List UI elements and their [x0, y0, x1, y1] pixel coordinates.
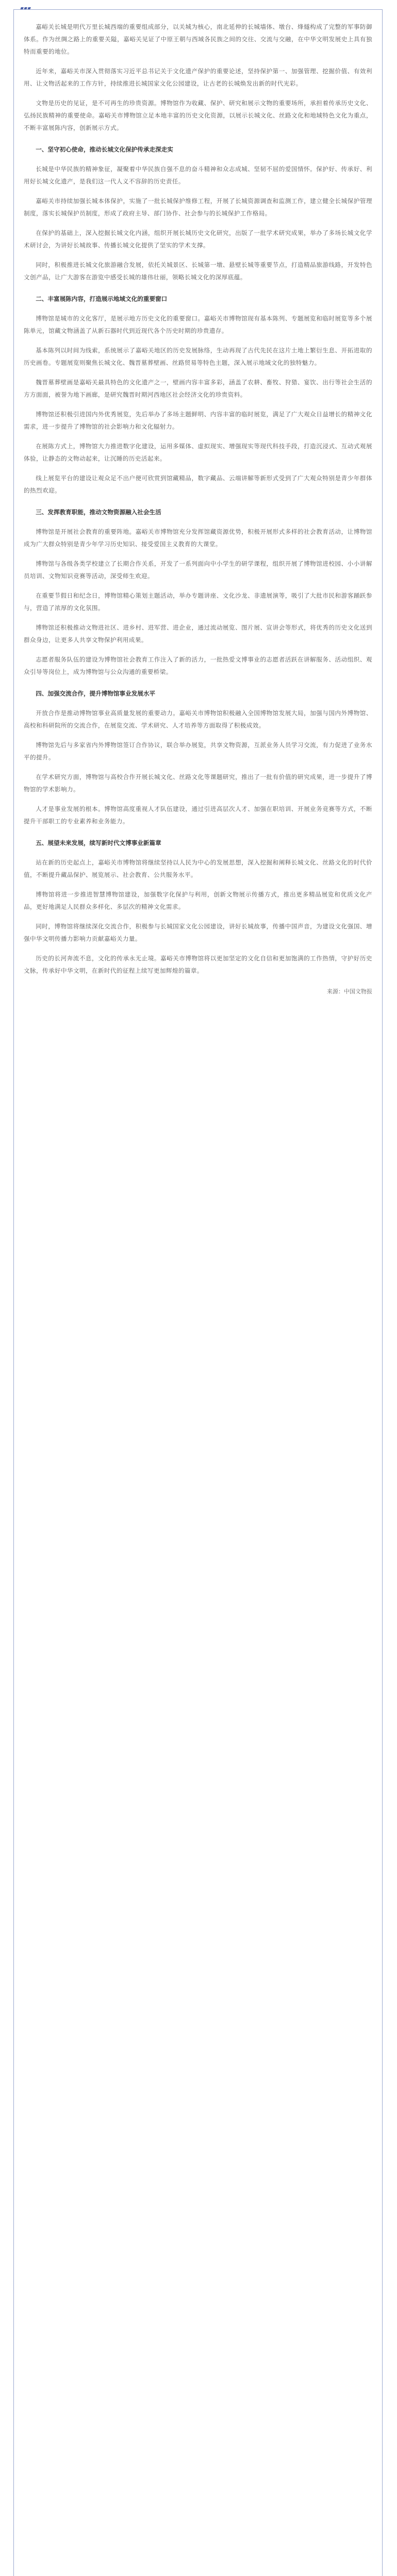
body-paragraph: 博物馆先后与多家省内外博物馆签订合作协议，联合举办展览，共享文物资源，互派业务人员学习交流，有力促进了业务水平的提升。 — [24, 741, 372, 761]
intro-paragraph: 近年来，嘉峪关市深入贯彻落实习近平总书记关于文化遗产保护的重要论述，坚持保护第一、加强管理、挖掘价值、有效利用、让文物活起来的工作方针，持续推进长城国家文化公园建设，让古老的长城焕发出新的时代光彩。 — [24, 67, 372, 87]
section-heading: 五、展望未来发展，续写新时代文博事业新篇章 — [36, 839, 161, 846]
section-heading: 一、坚守初心使命，推动长城文化保护传承走深走实 — [36, 146, 173, 153]
body-paragraph: 长城是中华民族的精神象征，凝聚着中华民族自强不息的奋斗精神和众志成城、坚韧不屈的爱国情怀。保护好、传承好、利用好长城文化遗产，是我们这一代人义不容辞的历史责任。 — [24, 165, 372, 185]
header-decoration-icon — [21, 2, 33, 6]
body-paragraph: 博物馆是开展社会教育的重要阵地。嘉峪关市博物馆充分发挥馆藏资源优势，积极开展形式多样的社会教育活动，让博物馆成为广大群众特别是青少年学习历史知识、接受爱国主义教育的大课堂。 — [24, 528, 372, 548]
body-paragraph: 站在新的历史起点上，嘉峪关市博物馆将继续坚持以人民为中心的发展思想，深入挖掘和阐释长城文化、丝路文化的时代价值，不断提升藏品保护、展览展示、社会教育、公共服务水平。 — [24, 859, 372, 878]
body-paragraph: 基本陈列以时间为线索，系统展示了嘉峪关地区的历史发展脉络，生动再现了古代先民在这片土地上繁衍生息、开拓进取的历史画卷。专题展览则聚焦长城文化、魏晋墓葬壁画、丝路贸易等特色主题，深入展示地域文化的独特魅力。 — [24, 347, 372, 366]
intro-paragraph: 文物是历史的见证，是不可再生的珍贵资源。博物馆作为收藏、保护、研究和展示文物的重要场所，承担着传承历史文化、弘扬民族精神的重要使命。嘉峪关市博物馆立足本地丰富的历史文化资源，以展示长城文化、丝路文化和地域特色文化为重点，不断丰富展陈内容，创新展示方式。 — [24, 99, 372, 131]
section-heading: 四、加强交流合作，提升博物馆事业发展水平 — [36, 690, 156, 697]
body-paragraph: 在展陈方式上，博物馆大力推进数字化建设，运用多媒体、虚拟现实、增强现实等现代科技手段，打造沉浸式、互动式观展体验，让静态的文物动起来，让沉睡的历史活起来。 — [24, 443, 372, 462]
body-paragraph: 在重要节假日和纪念日，博物馆精心策划主题活动，举办专题讲座、文化沙龙、非遗展演等，吸引了大批市民和游客踊跃参与，营造了浓厚的文化氛围。 — [24, 592, 372, 612]
article-content — [24, 21, 372, 1001]
body-paragraph: 博物馆与各级各类学校建立了长期合作关系，开发了一系列面向中小学生的研学课程，组织开展了博物馆进校园、小小讲解员培训、文物知识竞赛等活动，深受师生欢迎。 — [24, 560, 372, 580]
body-paragraph: 博物馆将进一步推进智慧博物馆建设，加强数字化保护与利用，创新文物展示传播方式，推出更多精品展览和优质文化产品，更好地满足人民群众多样化、多层次的精神文化需求。 — [24, 891, 372, 910]
body-paragraph: 博物馆还积极推动文物进社区、进乡村、进军营、进企业，通过流动展览、图片展、宣讲会等形式，将优秀的历史文化送到群众身边，让更多人共享文物保护利用成果。 — [24, 624, 372, 643]
body-paragraph: 人才是事业发展的根本。博物馆高度重视人才队伍建设，通过引进高层次人才、加强在职培训、开展业务竞赛等方式，不断提升干部职工的专业素养和业务能力。 — [24, 805, 372, 825]
intro-paragraph: 嘉峪关长城是明代万里长城西端的重要组成部分，以关城为核心，南北延伸的长城墙体、墩台、烽燧构成了完整的军事防御体系。作为丝绸之路上的重要关隘，嘉峪关见证了中原王朝与西域各民族之间的交往、交流与交融，在中华文明发展史上具有独特而重要的地位。 — [24, 23, 372, 55]
article-credit: 来源：中国文物报 — [327, 988, 372, 995]
body-paragraph: 同时，博物馆将继续深化交流合作，积极参与长城国家文化公园建设，讲好长城故事，传播中国声音，为建设文化强国、增强中华文明传播力影响力贡献嘉峪关力量。 — [24, 923, 372, 942]
body-paragraph: 嘉峪关市持续加强长城本体保护，实施了一批长城保护维修工程，开展了长城资源调查和监测工作，建立健全长城保护管理制度，落实长城保护员制度，形成了政府主导、部门协作、社会参与的长城保护工作格局。 — [24, 197, 372, 217]
body-paragraph: 同时，积极推进长城文化旅游融合发展，依托关城景区、长城第一墩、悬壁长城等重要节点，打造精品旅游线路，开发特色文创产品，让广大游客在游览中感受长城的雄伟壮丽，领略长城文化的深厚底蕴。 — [24, 261, 372, 281]
body-paragraph: 在保护的基础上，深入挖掘长城文化内涵，组织开展长城历史文化研究，出版了一批学术研究成果，举办了多场长城文化学术研讨会，为讲好长城故事、传播长城文化提供了坚实的学术支撑。 — [24, 229, 372, 249]
body-paragraph: 在学术研究方面，博物馆与高校合作开展长城文化、丝路文化等课题研究，推出了一批有价值的研究成果，进一步提升了博物馆的学术影响力。 — [24, 773, 372, 793]
section-heading: 三、发挥教育职能，推动文物资源融入社会生活 — [36, 509, 161, 516]
top-bar — [0, 0, 397, 9]
body-paragraph: 博物馆是城市的文化客厅，是展示地方历史文化的重要窗口。嘉峪关市博物馆现有基本陈列、专题展览和临时展览等多个展陈单元，馆藏文物涵盖了从新石器时代到近现代各个历史时期的珍贵遗存。 — [24, 315, 372, 334]
body-paragraph: 博物馆还积极引进国内外优秀展览，先后举办了多场主题鲜明、内容丰富的临时展览，满足了广大观众日益增长的精神文化需求，进一步提升了博物馆的社会影响力和文化辐射力。 — [24, 411, 372, 430]
body-paragraph: 魏晋墓葬壁画是嘉峪关最具特色的文化遗产之一，壁画内容丰富多彩，涵盖了农耕、畜牧、狩猎、宴饮、出行等社会生活的方方面面，被誉为地下画廊，是研究魏晋时期河西地区社会经济文化的珍贵资料。 — [24, 379, 372, 398]
body-paragraph: 志愿者服务队伍的建设为博物馆社会教育工作注入了新的活力，一批热爱文博事业的志愿者活跃在讲解服务、活动组织、观众引导等岗位上，成为博物馆与公众沟通的重要桥梁。 — [24, 656, 372, 675]
body-paragraph: 历史的长河奔流不息，文化的传承永无止境。嘉峪关市博物馆将以更加坚定的文化自信和更加饱满的工作热情，守护好历史文脉，传承好中华文明，在新时代的征程上续写更加辉煌的篇章。 — [24, 955, 372, 974]
body-paragraph: 线上展览平台的建设让观众足不出户便可欣赏到馆藏精品，数字藏品、云端讲解等新形式受到了广大观众特别是青少年群体的热烈欢迎。 — [24, 474, 372, 494]
body-paragraph: 开放合作是推动博物馆事业高质量发展的重要动力。嘉峪关市博物馆积极融入全国博物馆发展大局，加强与国内外博物馆、高校和科研院所的交流合作，在展览交流、学术研究、人才培养等方面取得了积极成效。 — [24, 709, 372, 729]
section-heading: 二、丰富展陈内容，打造展示地域文化的重要窗口 — [36, 295, 168, 302]
